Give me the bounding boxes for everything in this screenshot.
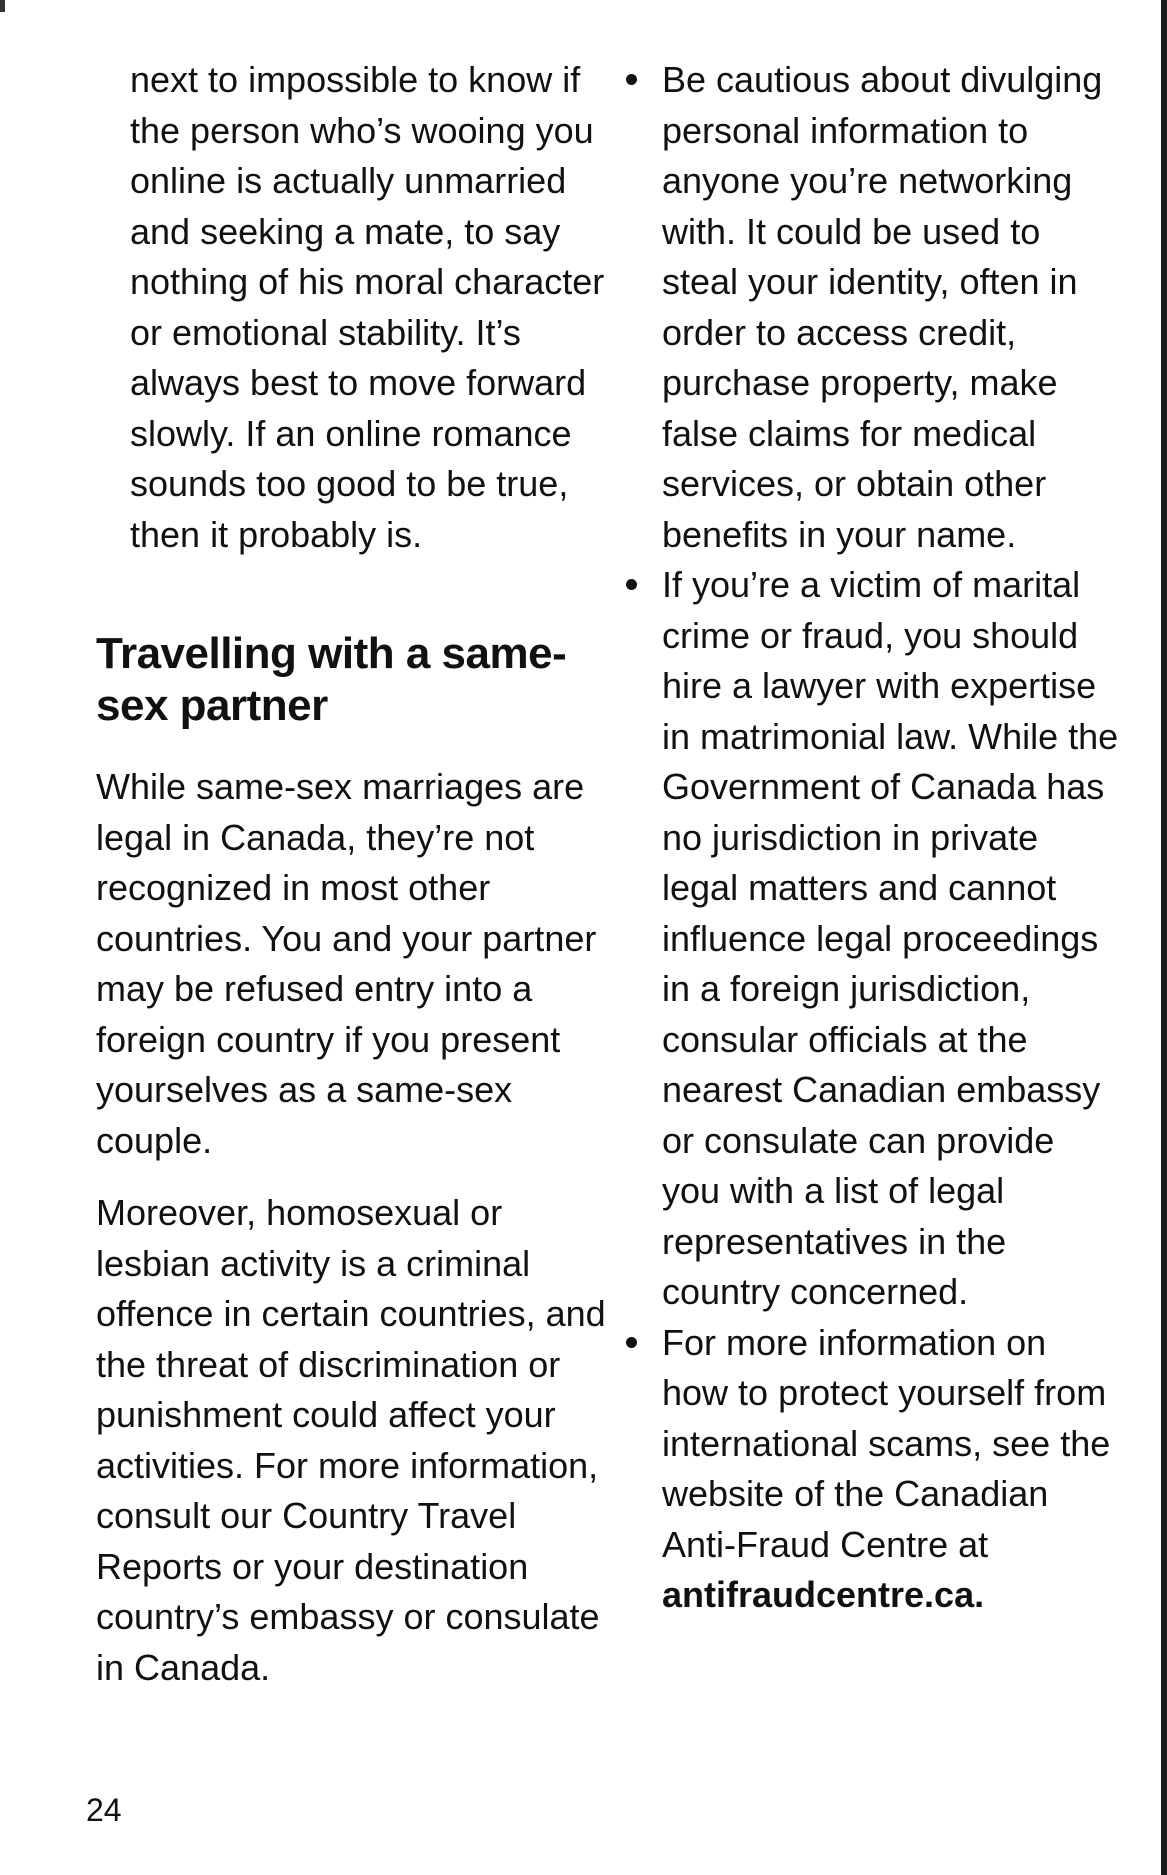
- bullet-text: If you’re a victim of marital crime or fraud, you should hire a lawyer with expertise in matrimonial law. While the Government of Canada has no jurisdiction in private legal matters and cannot influence legal proceedings in a foreign jurisdiction, consular officials at the nearest Canadian embassy or consulate can provide you with a list of legal representatives in the country concerned.: [662, 564, 1119, 1312]
- right-column: [620, 55, 1120, 1621]
- bullet-icon: [626, 74, 637, 85]
- bullet-icon: [626, 579, 637, 590]
- continued-paragraph: next to impossible to know if the person who’s wooing you online is actually unmarried and seeking a mate, to say nothing of his moral character or emotional stability. It’s always best to move forward slowly. If an online romance sounds too good to be true, then it probably is.: [130, 59, 605, 555]
- section-heading: Travelling with a same-sex partner: [96, 629, 567, 730]
- body-paragraph-1: While same-sex marriages are legal in Canada, they’re not recognized in most other countries. You and your partner may be refused entry into a foreign country if you present yourselves as a same-sex couple.: [96, 766, 597, 1161]
- bullet-list: [620, 55, 1120, 1621]
- scan-edge-top: [0, 0, 5, 12]
- bullet-text: For more information on how to protect yourself from international scams, see the website of the Canadian Anti-Fraud Centre at: [662, 1321, 1111, 1565]
- antifraud-link[interactable]: antifraudcentre.ca.: [662, 1574, 985, 1615]
- body-paragraph-2: Moreover, homosexual or lesbian activity is a criminal offence in certain countries, and the threat of discrimination or punishment could affect your activities. For more information, consult our Country Travel Reports or your destination country’s embassy or consulate in Canada.: [96, 1192, 606, 1688]
- scan-edge-right: [1161, 0, 1167, 1875]
- bullet-item: [620, 55, 1120, 560]
- bullet-item: [620, 1318, 1120, 1621]
- page-number: 24: [86, 1792, 122, 1828]
- bullet-item: [620, 560, 1120, 1318]
- bullet-text: Be cautious about divulging personal information to anyone you’re networking with. It could be used to steal your identity, often in order to access credit, purchase property, make false claims for medical services, or obtain other benefits in your name.: [662, 59, 1103, 555]
- bullet-icon: [626, 1337, 637, 1348]
- left-column: [96, 55, 616, 1693]
